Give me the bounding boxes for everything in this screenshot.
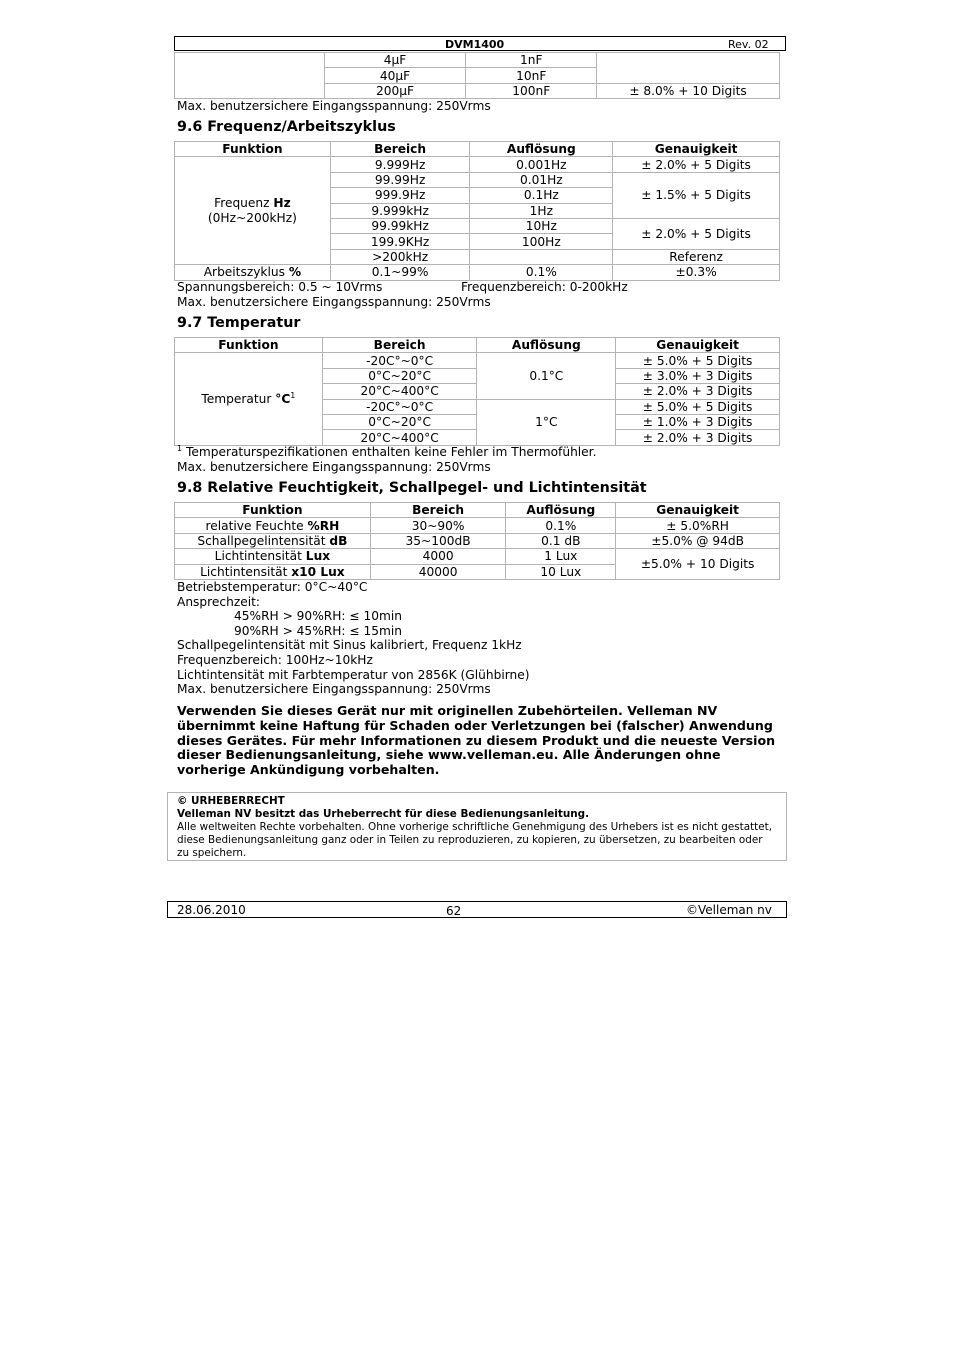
function-label: Schallpegelintensität (197, 533, 326, 548)
range-cell: 40µF (324, 68, 466, 83)
table-row (175, 353, 780, 368)
column-header: Bereich (370, 503, 506, 518)
footer-date: 28.06.2010 (177, 903, 246, 917)
copyright-subtitle: Velleman NV besitzt das Urheberrecht für diese Bedienungsanleitung. (177, 808, 590, 820)
range-cell: 30~90% (370, 518, 506, 533)
range-cell: 99.99kHz (330, 218, 470, 233)
table-row (175, 157, 780, 172)
resolution-cell (470, 249, 613, 264)
resolution-cell: 0.1°C (477, 353, 616, 399)
function-cell (175, 53, 325, 99)
table-row (175, 549, 780, 564)
function-label: Lichtintensität (200, 564, 288, 579)
function-unit: °C (275, 392, 291, 407)
accuracy-cell (597, 53, 780, 84)
range-cell: 20°C~400°C (322, 430, 477, 445)
range-cell: 40000 (370, 564, 506, 579)
accuracy-cell: ± 5.0%RH (616, 518, 780, 533)
function-unit: %RH (307, 518, 340, 533)
function-cell (175, 549, 371, 564)
column-header: Genauigkeit (616, 338, 780, 353)
freq-range-note: Frequenzbereich: 0-200kHz (461, 280, 628, 294)
copyright-title: © URHEBERRECHT (177, 795, 285, 807)
column-header: Bereich (330, 142, 470, 157)
function-label: Lichtintensität (214, 549, 302, 564)
function-range: (0Hz~200kHz) (207, 210, 297, 225)
max-voltage-note: Max. benutzersichere Eingangsspannung: 250Vrms (177, 682, 491, 696)
freq-range-note: Frequenzbereich: 100Hz~10kHz (177, 653, 373, 667)
disclaimer: Verwenden Sie dieses Gerät nur mit originellen Zubehörteilen. Velleman NV übernimmt keine Haftung für Schaden oder Verletzungen bei (falscher) Anwendung dieses Gerätes. Für mehr Informationen zu diesem Produkt und die neueste Version dieser Bedienungsanleitung, siehe www.velleman.eu. Alle Änderungen ohne vorherige Ankündigung vorbehalten. (177, 703, 776, 778)
function-unit: dB (329, 533, 348, 548)
temp-footnote (177, 445, 596, 460)
response-time-value: 45%RH > 90%RH: ≤ 10min (234, 609, 402, 623)
column-header: Auflösung (477, 338, 616, 353)
function-unit: Hz (273, 196, 291, 211)
footnote-marker: 1 (290, 391, 296, 401)
range-cell: 200µF (324, 83, 466, 98)
range-cell: -20C°~0°C (322, 353, 477, 368)
resolution-cell: 0.1% (470, 265, 613, 280)
range-cell: 35~100dB (370, 533, 506, 548)
frequency-table (174, 141, 780, 281)
sound-calibration-note: Schallpegelintensität mit Sinus kalibriert, Frequenz 1kHz (177, 638, 522, 652)
range-cell: 4µF (324, 53, 466, 68)
capacitance-table (174, 52, 780, 99)
operating-temp-note: Betriebstemperatur: 0°C~40°C (177, 580, 368, 594)
light-temp-note: Lichtintensität mit Farbtemperatur von 2856K (Glühbirne) (177, 668, 530, 682)
table-row (175, 518, 780, 533)
section-title-humidity: 9.8 Relative Feuchtigkeit, Schallpegel- und Lichtintensität (177, 480, 647, 496)
accuracy-cell: ± 5.0% + 5 Digits (616, 399, 780, 414)
accuracy-cell: ± 2.0% + 3 Digits (616, 384, 780, 399)
column-header: Genauigkeit (616, 503, 780, 518)
function-cell (175, 564, 371, 579)
function-unit: x10 Lux (291, 564, 345, 579)
function-cell (175, 265, 331, 280)
function-cell (175, 157, 331, 265)
temperature-table (174, 337, 780, 446)
table-row (175, 265, 780, 280)
freq-max-voltage-note: Max. benutzersichere Eingangsspannung: 250Vrms (177, 295, 491, 309)
accuracy-cell: Referenz (613, 249, 780, 264)
range-cell: 99.99Hz (330, 172, 470, 187)
function-unit: Lux (305, 549, 331, 564)
response-time-value: 90%RH > 45%RH: ≤ 15min (234, 624, 402, 638)
accuracy-cell: ± 5.0% + 5 Digits (616, 353, 780, 368)
resolution-cell: 1°C (477, 399, 616, 445)
range-cell: 199.9KHz (330, 234, 470, 249)
accuracy-cell: ±5.0% + 10 Digits (616, 549, 780, 580)
resolution-cell: 10Hz (470, 218, 613, 233)
resolution-cell: 10nF (466, 68, 597, 83)
function-label: Arbeitszyklus (203, 265, 285, 280)
resolution-cell: 0.01Hz (470, 172, 613, 187)
table-header-row (175, 338, 780, 353)
freq-voltage-note: Spannungsbereich: 0.5 ~ 10Vrms (177, 280, 383, 294)
resolution-cell: 100Hz (470, 234, 613, 249)
function-label: Frequenz (214, 196, 270, 211)
accuracy-cell: ± 1.5% + 5 Digits (613, 172, 780, 218)
column-header: Funktion (175, 142, 331, 157)
accuracy-cell: ± 2.0% + 5 Digits (613, 218, 780, 249)
accuracy-cell: ± 3.0% + 3 Digits (616, 368, 780, 383)
range-cell: 999.9Hz (330, 188, 470, 203)
model-name: DVM1400 (445, 38, 505, 51)
column-header: Auflösung (470, 142, 613, 157)
humidity-table (174, 502, 780, 580)
resolution-cell: 10 Lux (506, 564, 616, 579)
function-cell (175, 518, 371, 533)
cap-max-voltage-note: Max. benutzersichere Eingangsspannung: 250Vrms (177, 99, 491, 113)
range-cell: 0°C~20°C (322, 368, 477, 383)
function-cell (175, 353, 323, 445)
accuracy-cell: ± 2.0% + 5 Digits (613, 157, 780, 172)
column-header: Funktion (175, 338, 323, 353)
resolution-cell: 0.1% (506, 518, 616, 533)
table-header-row (175, 503, 780, 518)
range-cell: 9.999Hz (330, 157, 470, 172)
accuracy-cell: ± 1.0% + 3 Digits (616, 414, 780, 429)
response-time-label: Ansprechzeit: (177, 595, 260, 609)
resolution-cell: 0.1 dB (506, 533, 616, 548)
function-cell (175, 533, 371, 548)
copyright-text: Alle weltweiten Rechte vorbehalten. Ohne vorherige schriftliche Genehmigung des Urhebers ist es nicht gestattet, diese Bedienungsanleitung ganz oder in Teilen zu reproduzieren, zu kopieren, zu übersetzen, zu bearbeiten oder zu speichern. (177, 821, 773, 859)
copyright-box (167, 792, 787, 861)
resolution-cell: 0.1Hz (470, 188, 613, 203)
range-cell: 20°C~400°C (322, 384, 477, 399)
column-header: Bereich (322, 338, 477, 353)
function-label: relative Feuchte (205, 518, 304, 533)
accuracy-cell: ± 2.0% + 3 Digits (616, 430, 780, 445)
resolution-cell: 0.001Hz (470, 157, 613, 172)
range-cell: >200kHz (330, 249, 470, 264)
footer-company: ©Velleman nv (686, 903, 772, 917)
accuracy-cell: ± 8.0% + 10 Digits (597, 83, 780, 98)
page-header (174, 36, 786, 51)
range-cell: 0°C~20°C (322, 414, 477, 429)
table-header-row (175, 142, 780, 157)
temp-max-voltage-note: Max. benutzersichere Eingangsspannung: 250Vrms (177, 460, 491, 474)
range-cell: 9.999kHz (330, 203, 470, 218)
table-row (175, 53, 780, 68)
accuracy-cell: ±5.0% @ 94dB (616, 533, 780, 548)
page-number: 62 (446, 904, 462, 918)
accuracy-cell: ±0.3% (613, 265, 780, 280)
resolution-cell: 100nF (466, 83, 597, 98)
range-cell: 4000 (370, 549, 506, 564)
revision: Rev. 02 (728, 38, 769, 51)
function-unit: % (288, 265, 302, 280)
resolution-cell: 1nF (466, 53, 597, 68)
table-row (175, 533, 780, 548)
page-footer (167, 901, 787, 918)
section-title-frequency: 9.6 Frequenz/Arbeitszyklus (177, 119, 396, 135)
column-header: Genauigkeit (613, 142, 780, 157)
footnote-marker: 1 (177, 444, 183, 453)
resolution-cell: 1Hz (470, 203, 613, 218)
footnote-text: Temperaturspezifikationen enthalten keine Fehler im Thermofühler. (185, 445, 597, 459)
range-cell: -20C°~0°C (322, 399, 477, 414)
range-cell: 0.1~99% (330, 265, 470, 280)
resolution-cell: 1 Lux (506, 549, 616, 564)
column-header: Auflösung (506, 503, 616, 518)
section-title-temperature: 9.7 Temperatur (177, 315, 301, 331)
function-label: Temperatur (201, 392, 272, 407)
column-header: Funktion (175, 503, 371, 518)
